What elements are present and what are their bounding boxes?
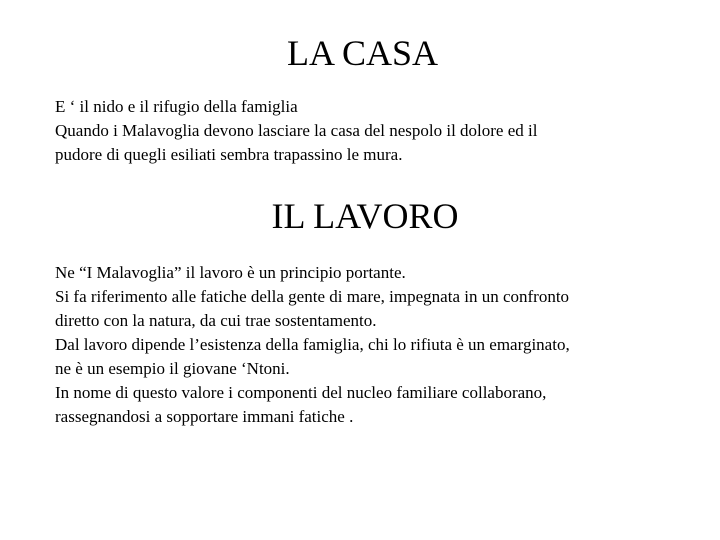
text-line: In nome di questo valore i componenti del nucleo familiare collaborano,	[55, 383, 547, 402]
section-body-casa	[55, 95, 685, 167]
text-line: Dal lavoro dipende l’esistenza della famiglia, chi lo rifiuta è un emarginato,	[55, 335, 570, 354]
text-line: Quando i Malavoglia devono lasciare la casa del nespolo il dolore ed il	[55, 121, 538, 140]
text-line: pudore di quegli esiliati sembra trapassino le mura.	[55, 145, 403, 164]
text-line: Si fa riferimento alle fatiche della gente di mare, impegnata in un confronto	[55, 287, 570, 306]
section-title-casa: LA CASA	[286, 33, 439, 73]
text-line: diretto con la natura, da cui trae sostentamento.	[55, 311, 377, 330]
text-line: Ne “I Malavoglia” il lavoro è un principio portante.	[55, 263, 406, 282]
section-body-lavoro	[55, 261, 685, 429]
text-line: rassegnandosi a sopportare immani fatiche .	[55, 407, 354, 426]
text-line: E ‘ il nido e il rifugio della famiglia	[55, 97, 298, 116]
text-line: ne è un esempio il giovane ‘Ntoni.	[55, 359, 290, 378]
section-title-lavoro: IL LAVORO	[271, 196, 459, 236]
